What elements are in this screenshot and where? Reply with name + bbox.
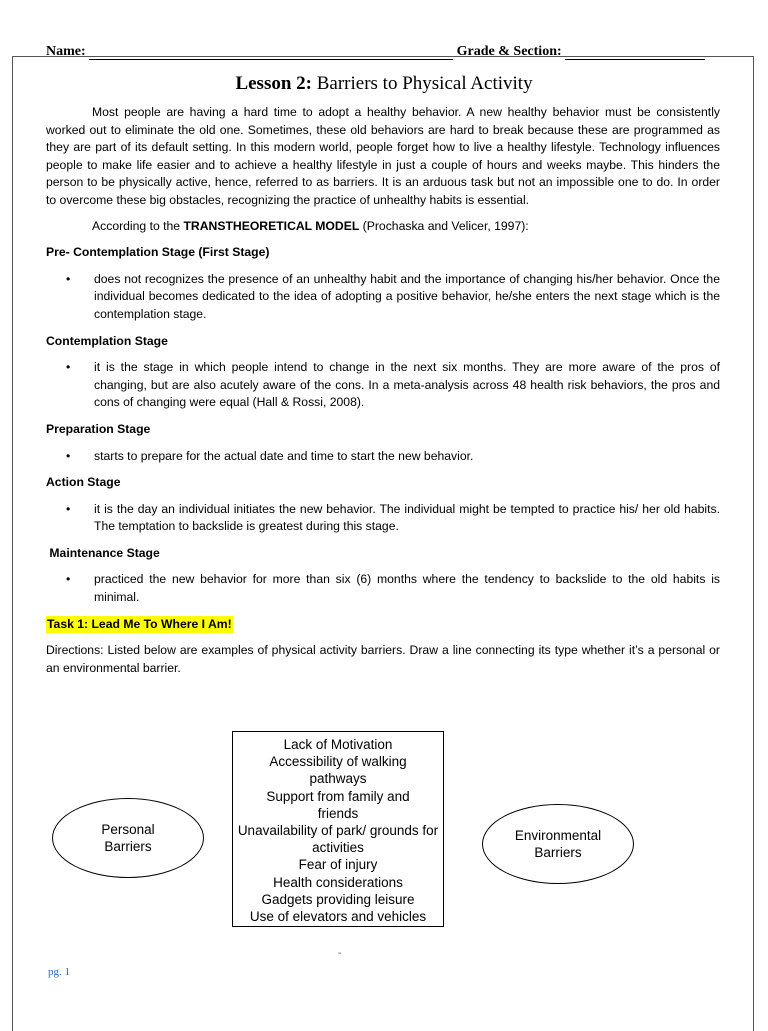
barrier-list-box: [232, 731, 444, 927]
barrier-item[interactable]: Health considerations: [273, 874, 403, 890]
student-header: [46, 44, 726, 64]
personal-barriers-label: Personal Barriers: [101, 822, 155, 854]
lesson-number: Lesson 2:: [235, 73, 312, 94]
intro-paragraph: Most people are having a hard time to adopt a healthy behavior. A new healthy behavior must be consistently worked out to eliminate the old one. Sometimes, these old behaviors are hard to break because these are programmed as they are part of its default setting. In this modern world, people forget how to live a healthy lifestyle. Technology influences people to make life easier and to achieve a healthy lifestyle in just a couple of hours and weeks maybe. This hinders the person to be physically active, hence, referred to as barriers. It is an arduous task but not an impossible one to do. In order to overcome these big obstacles, recognizing the practice of unhealthy habits is essential.: [46, 105, 720, 207]
barrier-item[interactable]: Unavailability of park/ grounds for activities: [237, 823, 439, 856]
barrier-item[interactable]: Fear of injury: [298, 857, 378, 873]
barrier-item[interactable]: Accessibility of walking pathways: [269, 754, 407, 787]
footer-dash: -: [338, 948, 342, 959]
page-number: pg. 1: [48, 966, 70, 978]
stage-bullet: [46, 271, 720, 324]
stage-bullet: [46, 359, 720, 412]
lesson-title: [0, 73, 768, 95]
stage-heading: Pre- Contemplation Stage (First Stage): [46, 245, 270, 260]
environmental-barriers-ellipse[interactable]: [482, 804, 634, 884]
stage-description: it is the day an individual initiates the new behavior. The individual might be tempted to practice his/ her old habits. The temptation to backslide is greatest during this stage.: [94, 501, 720, 534]
bullet-icon: •: [66, 572, 71, 587]
grade-section-field[interactable]: [565, 46, 705, 60]
lesson-topic: Barriers to Physical Activity: [316, 73, 533, 94]
lesson-content: [46, 104, 720, 677]
stage-heading: Action Stage: [46, 475, 121, 490]
stage-bullet: [46, 448, 720, 466]
personal-barriers-ellipse[interactable]: [52, 798, 204, 878]
barrier-item[interactable]: Gadgets providing leisure: [261, 891, 415, 907]
stage-description: practiced the new behavior for more than six (6) months where the tendency to backslide to the old habits is minimal.: [94, 572, 720, 605]
stage-description: starts to prepare for the actual date and time to start the new behavior.: [94, 448, 474, 463]
stage-heading: Maintenance Stage: [46, 545, 160, 560]
stage-heading: Contemplation Stage: [46, 333, 168, 348]
model-citation: (Prochaska and Velicer, 1997):: [359, 218, 529, 233]
name-label: Name:: [46, 44, 86, 59]
barrier-item[interactable]: Support from family and friends: [266, 788, 410, 821]
bullet-icon: •: [66, 360, 71, 375]
barrier-item[interactable]: Lack of Motivation: [283, 737, 393, 752]
stage-heading: Preparation Stage: [46, 421, 151, 436]
bullet-icon: •: [66, 271, 71, 286]
stage-bullet: [46, 501, 720, 536]
model-name: TRANSTHEORETICAL MODEL: [183, 218, 360, 233]
bullet-icon: •: [66, 501, 71, 516]
model-reference: [92, 218, 720, 236]
task-label: Task 1: Lead Me To Where I Am!: [46, 616, 233, 634]
stage-bullet: [46, 571, 720, 606]
bullet-icon: •: [66, 448, 71, 463]
model-prefix: According to the: [92, 218, 184, 233]
stage-description: it is the stage in which people intend to change in the next six months. They are more aware of the pros of changing, but are also acutely aware of the cons. In a meta-analysis across 48 health risk behaviors, the pros and cons of changing were equal (Hall & Rossi, 2008).: [94, 360, 720, 410]
name-field[interactable]: [89, 46, 453, 60]
task-directions: Directions: Listed below are examples of physical activity barriers. Draw a line connecting its type whether it’s a personal or an environmental barrier.: [46, 643, 720, 675]
stage-description: does not recognizes the presence of an unhealthy habit and the importance of changing his/her behavior. Once the individual becomes dedicated to the idea of adopting a positive behavior, he/she enters the next stage which is the contemplation stage.: [94, 271, 720, 321]
barrier-item[interactable]: Use of elevators and vehicles: [249, 909, 427, 925]
environmental-barriers-label: Environmental Barriers: [514, 828, 602, 860]
grade-section-label: Grade & Section:: [456, 44, 562, 59]
